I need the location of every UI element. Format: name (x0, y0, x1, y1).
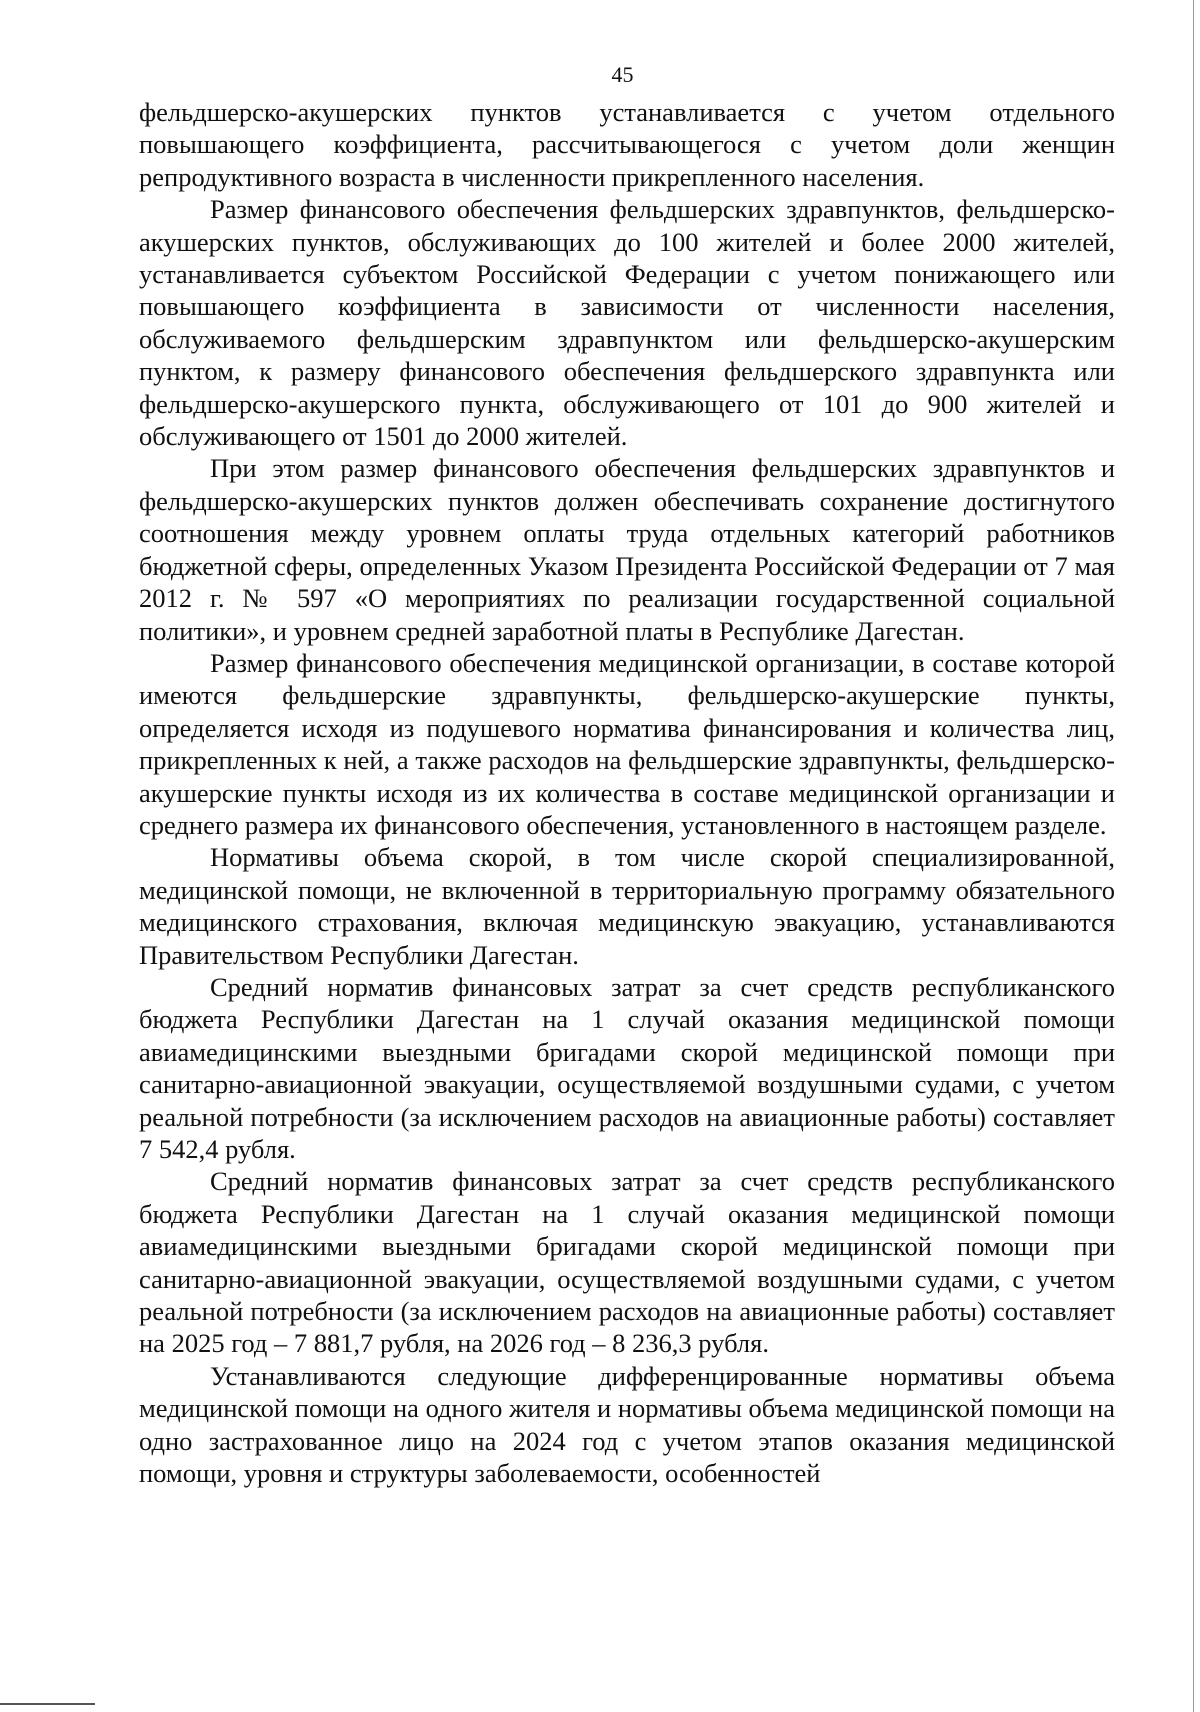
paragraph-air-evacuation-cost-2025-2026: Средний норматив финансовых затрат за счет средств республиканского бюджета Республики Дагестан на 1 случай оказания медицинской помощи авиамедицинскими выездными бригадами скорой медицинской помощи при санитарно-авиационной эвакуации, осуществляемой воздушными судами, с учетом реальной потребности (за исключением расходов на авиационные работы) составляет на 2025 год – 7 881,7 рубля, на 2026 год – 8 236,3 рубля. (139, 1166, 1115, 1359)
scan-edge-bottom (0, 1703, 95, 1705)
paragraph-medical-organization-financing: Размер финансового обеспечения медицинской организации, в составе которой имеются фельдшерские здравпункты, фельдшерско-акушерские пункты, определяется исходя из подушевого норматива финансирования и количества лиц, прикрепленных к ней, а также расходов на фельдшерские здравпункты, фельдшерско-акушерские пункты исходя из их количества в составе медицинской организации и среднего размера их финансового обеспечения, установленного в настоящем разделе. (139, 647, 1115, 840)
paragraph-emergency-care-norms: Нормативы объема скорой, в том числе скорой специализированной, медицинской помощи, не включенной в территориальную программу обязательного медицинского страхования, включая медицинскую эвакуацию, устанавливаются Правительством Республики Дагестан. (139, 842, 1115, 970)
paragraph-fap-financing-size: Размер финансового обеспечения фельдшерских здравпунктов, фельдшерско-акушерских пунктов, обслуживающих до 100 жителей и более 2000 жителей, устанавливается субъектом Российской Федерации с учетом понижающего или повышающего коэффициента в зависимости от численности населения, обслуживаемого фельдшерским здравпунктом или фельдшерско-акушерским пунктом, к размеру финансового обеспечения фельдшерского здравпункта или фельдшерско-акушерского пункта, обслуживающего от 101 до 900 жителей и обслуживающего от 1501 до 2000 жителей. (139, 194, 1115, 452)
paragraph-air-evacuation-cost-2024: Средний норматив финансовых затрат за счет средств республиканского бюджета Республики Дагестан на 1 случай оказания медицинской помощи авиамедицинскими выездными бригадами скорой медицинской помощи при санитарно-авиационной эвакуации, осуществляемой воздушными судами, с учетом реальной потребности (за исключением расходов на авиационные работы) составляет 7 542,4 рубля. (139, 971, 1115, 1164)
scan-edge-right (1193, 0, 1194, 1712)
document-body (139, 96, 1115, 1489)
page-number: 45 (611, 62, 634, 87)
paragraph-continuation: фельдшерско-акушерских пунктов устанавливается с учетом отдельного повышающего коэффициента, рассчитывающегося с учетом доли женщин репродуктивного возраста в численности прикрепленного населения. (139, 97, 1115, 192)
paragraph-salary-ratio: При этом размер финансового обеспечения фельдшерских здравпунктов и фельдшерско-акушерских пунктов должен обеспечивать сохранение достигнутого соотношения между уровнем оплаты труда отдельных категорий работников бюджетной сферы, определенных Указом Президента Российской Федерации от 7 мая 2012 г. № 597 «О мероприятиях по реализации государственной социальной политики», и уровнем средней заработной платы в Республике Дагестан. (139, 453, 1115, 646)
paragraph-differentiated-norms: Устанавливаются следующие дифференцированные нормативы объема медицинской помощи на одного жителя и нормативы объема медицинской помощи на одно застрахованное лицо на 2024 год с учетом этапов оказания медицинской помощи, уровня и структуры заболеваемости, особенностей (139, 1360, 1115, 1489)
